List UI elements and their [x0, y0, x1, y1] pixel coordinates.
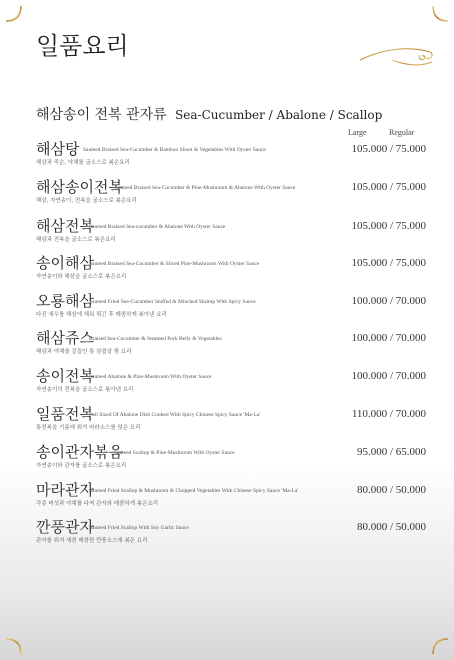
menu-item-name: 마라관자 — [36, 481, 94, 499]
menu-item-price: 105.000 / 75.000 — [351, 143, 426, 155]
menu-item-price: 80.000 / 50.000 — [356, 521, 426, 533]
menu-item-name: 해삼송이전복 — [36, 178, 123, 196]
menu-item-description: 자연송이와 해삼을 굴소스로 볶은요리 — [36, 274, 127, 280]
menu-item-description: 해삼과 야채를 겉들인 통 삼겹살 찜 요리 — [36, 349, 132, 355]
menu-item — [36, 217, 426, 249]
menu-item-english: Sauteed Braised Sea-Cucumber & Pine-Mushroom & Abalone With Oyster Sauce — [115, 185, 296, 191]
menu-item-name: 해삼탕 — [36, 140, 80, 158]
menu-item-english: Braised Sea-Cucumber & Steamed Pork Belly & Vegetables — [89, 336, 222, 342]
menu-item-price: 105.000 / 75.000 — [351, 181, 426, 193]
menu-item-price: 100.000 / 70.000 — [351, 370, 426, 382]
menu-item — [36, 292, 426, 324]
menu-item — [36, 140, 426, 172]
menu-item — [36, 481, 426, 513]
menu-item-description: 해삼과 죽순, 야채를 굴소스로 볶은요리 — [36, 160, 130, 166]
menu-item-description: 해삼과 전복을 굴소스로 볶은요리 — [36, 237, 116, 243]
menu-item — [36, 178, 426, 210]
menu-item-description: 해삼, 자연송이, 전복을 굴소스로 볶은요리 — [36, 198, 137, 204]
menu-item — [36, 443, 426, 475]
menu-item-english: Sauteed Braised Sea-Cucumber & Sliced Pine-Mushroom With Oyster Sauce — [89, 261, 260, 267]
menu-item-price: 100.000 / 70.000 — [351, 295, 426, 307]
menu-item-name: 송이전복 — [36, 367, 94, 385]
menu-item-name: 송이관자볶음 — [36, 443, 123, 461]
column-header-large: Large — [348, 128, 367, 137]
menu-item-name: 송이해삼 — [36, 254, 94, 272]
menu-item-description: 자연송이와 관자를 굴소스로 볶은요리 — [36, 463, 127, 469]
menu-item-description: 자연송이의 전복을 굴소스로 볶아낸 요리 — [36, 387, 134, 393]
menu-item-english: Sauteed Abalone & Pine-Mushroom With Oyster Sauce — [89, 374, 212, 380]
menu-item-name: 일품전복 — [36, 405, 94, 423]
section-title — [36, 104, 382, 124]
menu-item-name: 깐풍관자 — [36, 518, 94, 536]
section-title-english: Sea-Cucumber / Abalone / Scallop — [175, 108, 383, 122]
menu-item-description: 다진 새우를 해삼에 채워 튀긴 후 매콤하게 볶아낸 요리 — [36, 312, 167, 318]
menu-item-price: 105.000 / 75.000 — [351, 220, 426, 232]
menu-item-description: 관자를 튀겨 새콤 매콤한 깐풍소스에 볶은 요리 — [36, 538, 148, 544]
menu-item-description: 각종 버섯과 야채를 다져 관자와 매콤하게 볶은요리 — [36, 501, 159, 507]
menu-item-name: 오룡해삼 — [36, 292, 94, 310]
menu-item-price: 80.000 / 50.000 — [356, 484, 426, 496]
menu-item — [36, 254, 426, 286]
menu-item-name: 해삼전복 — [36, 217, 94, 235]
menu-item-english: Full Sized Of Abalone Dish Cooked With Spicy Chinese Spicy Sauce 'Ma-La' — [89, 412, 261, 418]
menu-item-price: 105.000 / 75.000 — [351, 257, 426, 269]
menu-item-english: Sauteed Braised Sea-cucumber & Abalone With Oyster Sauce — [89, 224, 226, 230]
menu-item-english: Sauteed Fried Sea-Cucumber Stuffed & Minched Shrimp With Spicy Sauce — [89, 299, 256, 305]
menu-item-english: Sauteed Braised Sea-Cucumber & Bamboo Shoot & Vegetables With Oyster Sauce — [83, 147, 266, 153]
menu-item — [36, 405, 426, 437]
menu-item-description: 통전복을 기름에 튀겨 마라소스를 얹은 요리 — [36, 425, 141, 431]
menu-item-english: Sauteed Fried Scallop & Mushroom & Chopped Vegetables With Chinese Spicy Sauce 'Ma-La' — [89, 488, 299, 494]
section-title-korean: 해삼송이 전복 관자류 — [36, 107, 167, 123]
menu-item-name: 해삼쥬스 — [36, 329, 94, 347]
menu-item-price: 95.000 / 65.000 — [356, 446, 426, 458]
menu-item — [36, 518, 426, 550]
menu-item-english: Sauteed Fried Scallop With Soy Garlic Sauce — [89, 525, 189, 531]
menu-item-price: 100.000 / 70.000 — [351, 332, 426, 344]
menu-item — [36, 367, 426, 399]
menu-item-english: Sauteed Scallop & Pine-Mushroom With Oyster Sauce — [114, 450, 235, 456]
menu-item — [36, 329, 426, 361]
column-header-regular: Regular — [389, 128, 415, 137]
page-title: 일품요리 — [36, 32, 129, 60]
menu-item-price: 110.000 / 70.000 — [351, 408, 426, 420]
